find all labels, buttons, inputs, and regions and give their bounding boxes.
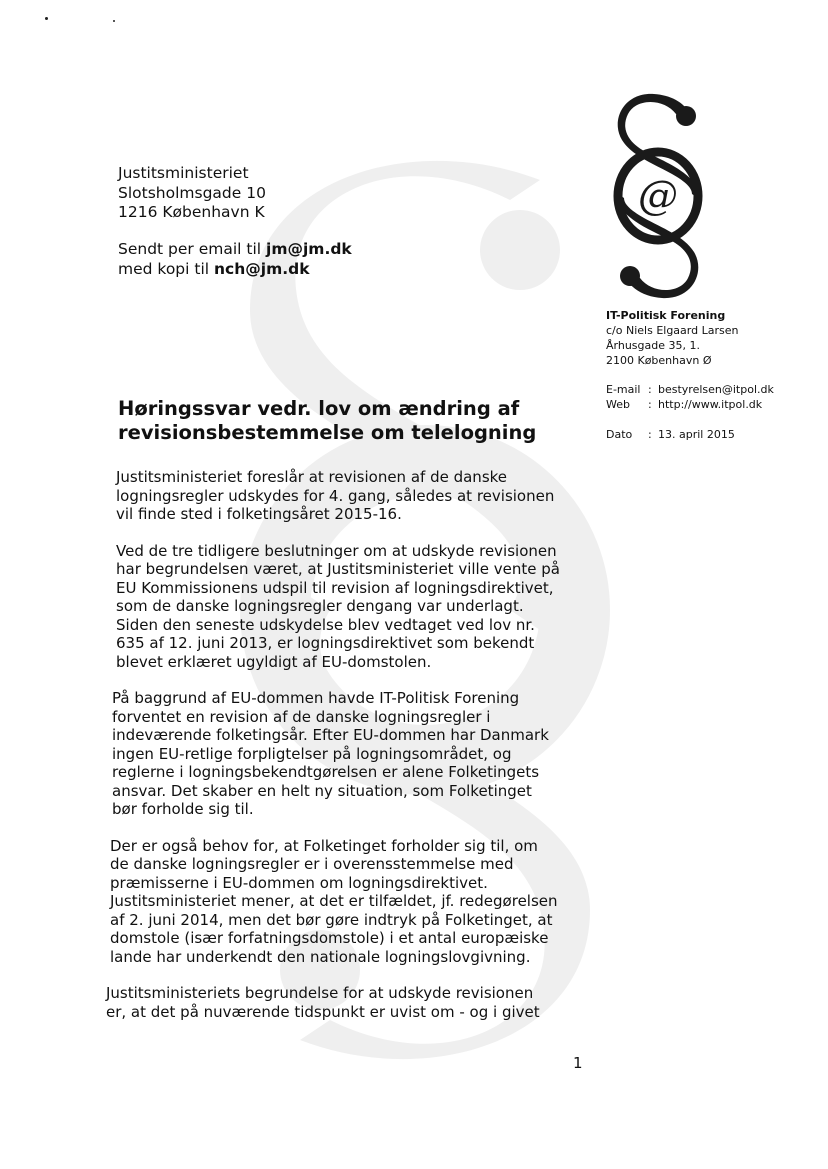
- email-separator: :: [648, 383, 652, 396]
- svg-text:@: @: [638, 173, 678, 219]
- org-name: IT-Politisk Forening: [606, 309, 726, 322]
- web-label: Web: [606, 398, 630, 411]
- text-line: Justitsministeriet mener, at det er tilfældet, jf. redegørelsen: [110, 892, 558, 910]
- date-label: Dato: [606, 428, 633, 441]
- title-line-2: revisionsbestemmelse om telelogning: [118, 421, 537, 444]
- email-row: [606, 382, 774, 397]
- sent-info: [118, 240, 352, 279]
- org-street: Århusgade 35, 1.: [606, 339, 700, 352]
- email-label: E-mail: [606, 383, 641, 396]
- text-line: af 2. juni 2014, men det bør gøre indtryk på Folketinget, at: [110, 910, 553, 929]
- paragraph-3: [110, 689, 590, 819]
- org-email-link[interactable]: bestyrelsen@itpol.dk: [658, 383, 774, 396]
- recipient-name: Justitsministeriet: [118, 164, 249, 182]
- paragraph-2: [110, 542, 590, 672]
- web-separator: :: [648, 398, 652, 411]
- text-line: ansvar. Det skaber en helt ny situation, som Folketinget: [112, 781, 532, 800]
- document-title: [118, 397, 536, 445]
- contact-block: [606, 382, 774, 442]
- text-line: domstole (især forfatningsdomstole) i et antal europæiske: [110, 929, 549, 947]
- date-value: 13. april 2015: [658, 428, 735, 441]
- cc-prefix: med kopi til: [118, 259, 214, 278]
- cc-line: [118, 260, 352, 280]
- web-row: [606, 397, 774, 412]
- text-line: lande har underkendt den nationale logningslovgivning.: [110, 947, 531, 966]
- text-line: Ved de tre tidligere beslutninger om at udskyde revisionen: [116, 541, 557, 560]
- text-line: forventet en revision af de danske logningsregler i: [112, 707, 491, 726]
- recipient-street: Slotsholmsgade 10: [118, 183, 266, 202]
- text-line: præmisserne i EU-dommen om logningsdirektivet.: [110, 873, 488, 892]
- text-line: Siden den seneste udskydelse blev vedtaget ved lov nr.: [116, 615, 535, 634]
- org-web-link[interactable]: http://www.itpol.dk: [658, 398, 763, 411]
- text-line: som de danske logningsregler dengang var underlagt.: [116, 597, 524, 615]
- text-line: Der er også behov for, at Folketinget forholder sig til, om: [110, 836, 538, 855]
- text-line: logningsregler udskydes for 4. gang, således at revisionen: [116, 486, 555, 505]
- recipient-email-link[interactable]: jm@jm.dk: [266, 240, 352, 258]
- paragraph-1: [110, 468, 590, 524]
- text-line: vil finde sted i folketingsåret 2015-16.: [116, 505, 402, 523]
- org-co: c/o Niels Elgaard Larsen: [606, 324, 739, 337]
- letter-body: [106, 468, 590, 1039]
- sender-organisation: [606, 308, 738, 368]
- text-line: Justitsministeriet foreslår at revisionen af de danske: [116, 468, 508, 486]
- date-separator: :: [648, 428, 652, 441]
- recipient-city: 1216 København K: [118, 203, 265, 221]
- text-line: blevet erklæret ugyldigt af EU-domstolen.: [116, 652, 432, 671]
- paragraph-4: [110, 837, 590, 967]
- recipient-address: [118, 164, 266, 223]
- text-line: har begrundelsen været, at Justitsministeriet ville vente på: [116, 560, 560, 578]
- text-line: reglerne i logningsbekendtgørelsen er alene Folketingets: [112, 763, 540, 781]
- title-line-1: Høringssvar vedr. lov om ændring af: [118, 397, 520, 420]
- text-line: 635 af 12. juni 2013, er logningsdirektivet som bekendt: [116, 634, 535, 652]
- text-line: de danske logningsregler er i overensstemmelse med: [110, 855, 514, 873]
- cc-email-link[interactable]: nch@jm.dk: [214, 259, 310, 278]
- sent-prefix: Sendt per email til: [118, 240, 267, 258]
- sent-line: [118, 240, 352, 260]
- text-line: er, at det på nuværende tidspunkt er uvist om - og i givet: [106, 1002, 540, 1021]
- page-number: 1: [573, 1054, 583, 1072]
- text-line: Justitsministeriets begrundelse for at udskyde revisionen: [106, 984, 534, 1002]
- text-line: På baggrund af EU-dommen havde IT-Politisk Forening: [112, 689, 520, 707]
- org-city: 2100 København Ø: [606, 354, 712, 367]
- text-line: bør forholde sig til.: [112, 800, 254, 818]
- section-at-icon: [606, 92, 710, 300]
- text-line: ingen EU-retlige forpligtelser på logningsområdet, og: [112, 744, 512, 763]
- text-line: indeværende folketingsår. Efter EU-dommen har Danmark: [112, 726, 549, 744]
- text-line: EU Kommissionens udspil til revision af logningsdirektivet,: [116, 578, 554, 597]
- paragraph-5: [106, 984, 590, 1021]
- date-row: [606, 427, 774, 442]
